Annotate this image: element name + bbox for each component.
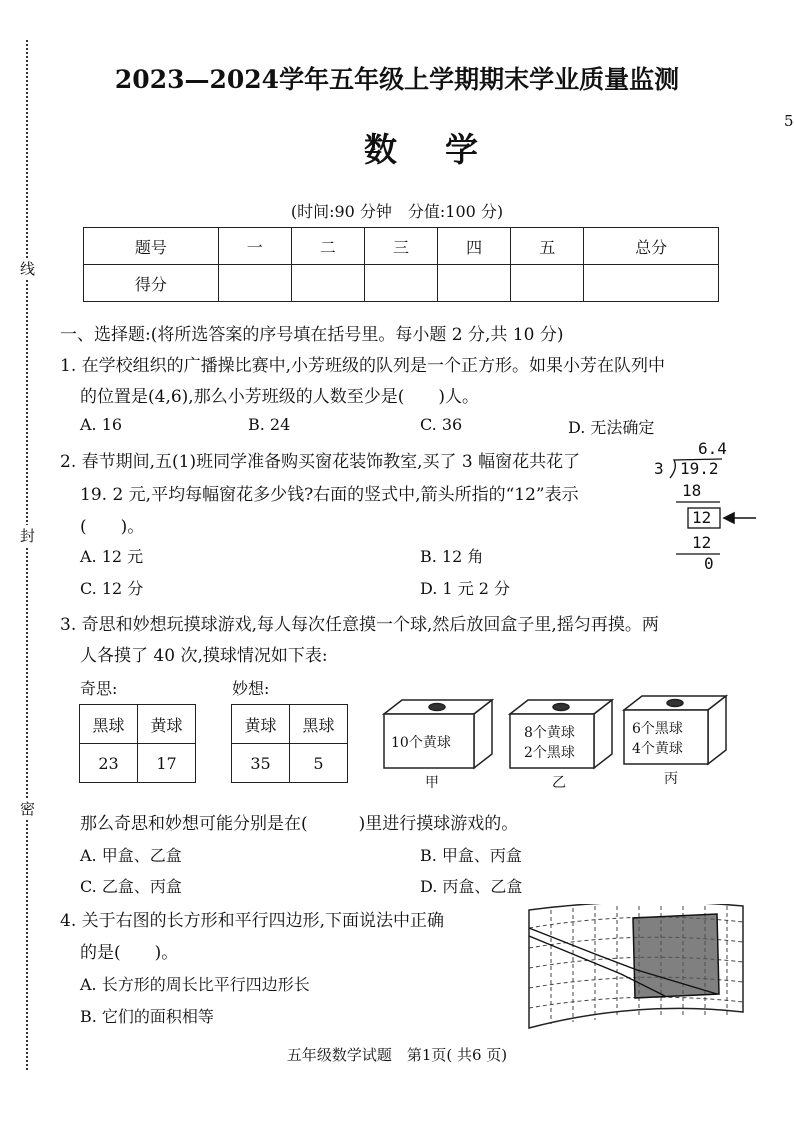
q2-option-b[interactable]: B. 12 角: [420, 547, 484, 566]
q3-option-d[interactable]: D. 丙盒、乙盒: [420, 877, 523, 896]
box-yi-name: 乙: [552, 775, 566, 791]
score-input-cell[interactable]: [218, 265, 291, 302]
binding-char-feng: 封: [17, 525, 38, 546]
box-bing-name: 丙: [664, 771, 678, 787]
q1-line1: 1. 在学校组织的广播操比赛中,小芳班级的队列是一个正方形。如果小芳在队列中: [60, 356, 666, 376]
qisi-header: 黄球: [138, 705, 196, 744]
score-table: [83, 227, 719, 302]
score-input-cell[interactable]: [584, 265, 719, 302]
long-division-figure: [640, 438, 760, 578]
score-input-cell[interactable]: [438, 265, 511, 302]
miaoxiang-value: 35: [232, 744, 290, 783]
q3-question: 那么奇思和妙想可能分别是在( )里进行摸球游戏的。: [80, 814, 519, 834]
q3-option-c[interactable]: C. 乙盒、丙盒: [80, 877, 182, 896]
q1-option-c[interactable]: C. 36: [420, 415, 463, 434]
binding-dotted-line: [26, 40, 28, 1070]
score-cell: 一: [218, 228, 291, 265]
box-yi-content-1: 8个黄球: [524, 725, 575, 741]
exam-title: 2023—2024学年五年级上学期期末学业质量监测: [114, 65, 680, 94]
score-cell: 总分: [584, 228, 719, 265]
qisi-value: 23: [80, 744, 138, 783]
q1-option-d[interactable]: D. 无法确定: [568, 418, 655, 437]
qisi-table: [79, 704, 196, 783]
division-step2: 12: [692, 508, 712, 527]
miaoxiang-label: 妙想:: [232, 679, 270, 698]
score-table-score-row: [84, 265, 719, 302]
division-dividend: 19.2: [680, 459, 719, 478]
q2-option-d[interactable]: D. 1 元 2 分: [420, 579, 511, 598]
box-bing-content-1: 6个黑球: [632, 721, 683, 737]
q2-line3: ( )。: [80, 517, 145, 537]
q3-line2: 人各摸了 40 次,摸球情况如下表:: [80, 646, 328, 666]
q1-option-a[interactable]: A. 16: [80, 415, 123, 434]
division-step1: 18: [682, 481, 702, 500]
q4-option-b[interactable]: B. 它们的面积相等: [80, 1007, 214, 1026]
division-remainder: 0: [704, 554, 714, 573]
arrow-icon: [724, 513, 756, 523]
exam-meta: (时间:90 分钟 分值:100 分): [290, 202, 504, 221]
q4-line1: 4. 关于右图的长方形和平行四边形,下面说法中正确: [60, 911, 445, 931]
q4-option-a[interactable]: A. 长方形的周长比平行四边形长: [80, 975, 310, 994]
binding-char-mi: 密: [17, 798, 38, 819]
box-jia-name: 甲: [425, 775, 439, 791]
miaoxiang-table: [231, 704, 348, 783]
q3-option-a[interactable]: A. 甲盒、乙盒: [80, 846, 182, 865]
box-yi-content-2: 2个黑球: [524, 745, 575, 761]
subject-title: 数学: [364, 130, 526, 169]
q3-option-b[interactable]: B. 甲盒、丙盒: [420, 846, 522, 865]
qisi-header: 黑球: [80, 705, 138, 744]
score-input-cell[interactable]: [511, 265, 584, 302]
score-cell: 得分: [84, 265, 219, 302]
score-input-cell[interactable]: [291, 265, 364, 302]
division-divisor: 3: [654, 459, 664, 478]
binding-char-xian: 线: [17, 258, 38, 279]
score-table-header-row: [84, 228, 719, 265]
score-input-cell[interactable]: [364, 265, 437, 302]
qisi-value: 17: [138, 744, 196, 783]
rectangle-shape: [633, 914, 719, 998]
miaoxiang-value: 5: [290, 744, 348, 783]
page-footer: 五年级数学试题 第1页( 共6 页): [286, 1046, 508, 1064]
miaoxiang-header: 黑球: [290, 705, 348, 744]
score-cell: 三: [364, 228, 437, 265]
section-heading: 一、选择题:(将所选答案的序号填在括号里。每小题 2 分,共 10 分): [60, 325, 564, 345]
q3-line1: 3. 奇思和妙想玩摸球游戏,每人每次任意摸一个球,然后放回盒子里,摇匀再摸。两: [60, 615, 659, 635]
box-bing-content-2: 4个黄球: [632, 741, 683, 757]
q2-line2: 19. 2 元,平均每幅窗花多少钱?右面的竖式中,箭头所指的“12”表示: [80, 485, 579, 505]
q2-option-c[interactable]: C. 12 分: [80, 579, 144, 598]
miaoxiang-header: 黄球: [232, 705, 290, 744]
score-cell: 二: [291, 228, 364, 265]
q1-line2: 的位置是(4,6),那么小芳班级的人数至少是( )人。: [80, 387, 479, 407]
score-cell: 题号: [84, 228, 219, 265]
division-quotient: 6.4: [698, 439, 727, 458]
q1-option-b[interactable]: B. 24: [248, 415, 291, 434]
grid-figure: [525, 904, 747, 1030]
box-jia-content: 10个黄球: [391, 735, 451, 751]
division-step3: 12: [692, 533, 712, 552]
score-cell: 五: [511, 228, 584, 265]
qisi-label: 奇思:: [80, 679, 118, 698]
score-cell: 四: [438, 228, 511, 265]
edge-number: 5: [784, 112, 794, 130]
q4-line2: 的是( )。: [80, 943, 179, 963]
q2-line1: 2. 春节期间,五(1)班同学准备购买窗花装饰教室,买了 3 幅窗花共花了: [60, 452, 581, 472]
q2-option-a[interactable]: A. 12 元: [80, 547, 144, 566]
